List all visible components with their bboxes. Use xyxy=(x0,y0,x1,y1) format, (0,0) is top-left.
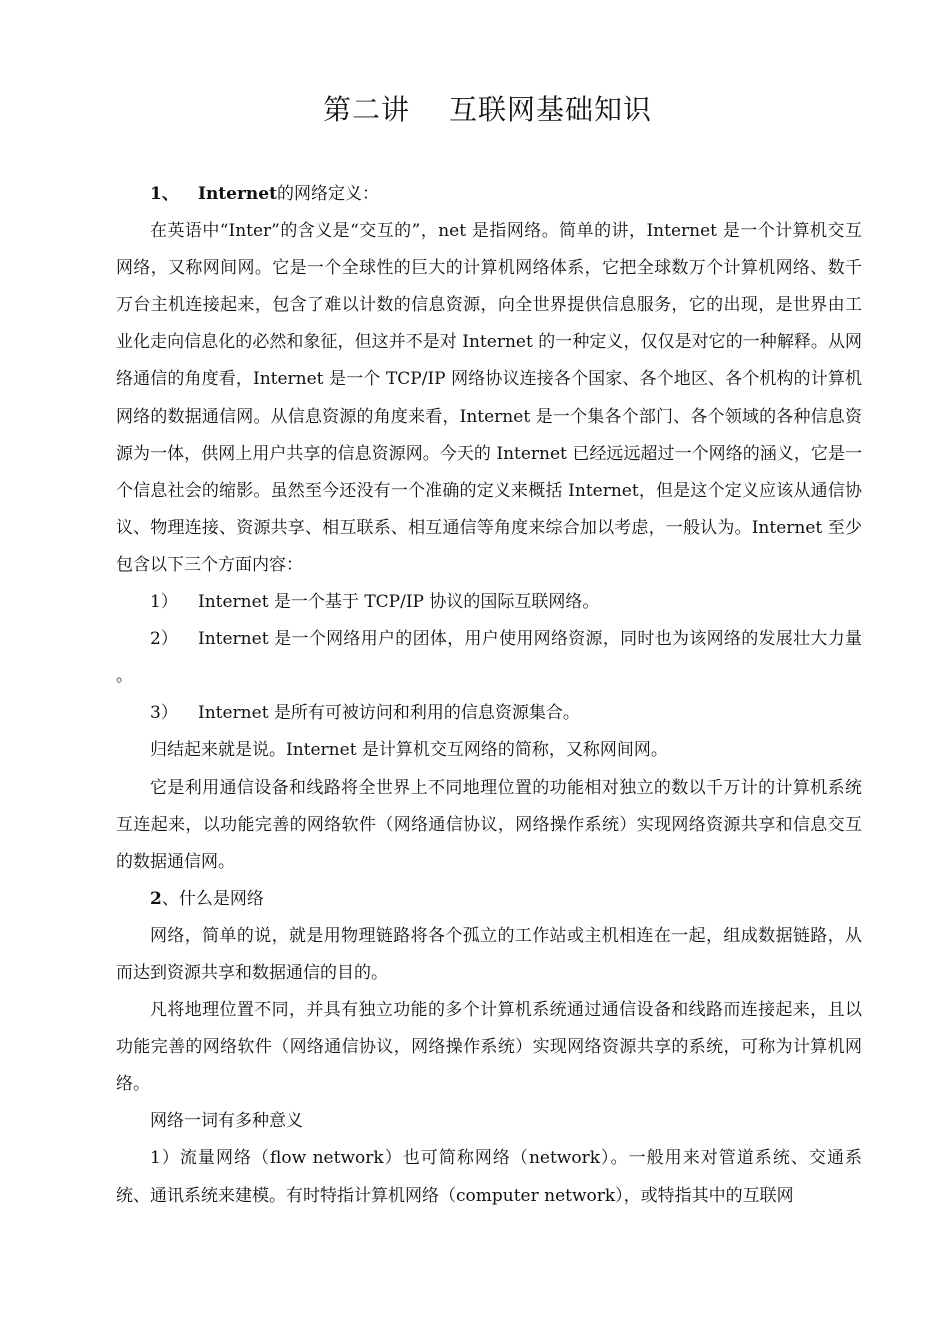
section-2-paragraph-1: 网络，简单的说，就是用物理链路将各个孤立的工作站或主机相连在一起，组成数据链路，从而达到资源共享和数据通信的目的。 xyxy=(116,925,862,983)
list-item-3-text: Internet 是所有可被访问和利用的信息资源集合。 xyxy=(198,703,580,724)
section-1-list-item-2 xyxy=(116,621,862,695)
section-2-paragraph-3: 网络一词有多种意义 xyxy=(150,1111,303,1132)
section-1-paragraph-definition: 在英语中“Inter”的含义是“交互的”，net 是指网络。简单的讲，Internet 是一个计算机交互网络，又称网间网。它是一个全球性的巨大的计算机网络体系，它把全球数万个计算机网络、数千万台主机连接起来，包含了难以计数的信息资源，向全世界提供信息服务，它的出现，是世界由工业化走向信息化的必然和象征，但这并不是对 Internet 的一种定义，仅仅是对它的一种解释。从网络通信的角度看，Internet 是一个 TCP/IP 网络协议连接各个国家、各个地区、各个机构的计算机网络的数据通信网。从信息资源的角度来看，Internet 是一个集各个部门、各个领域的各种信息资源为一体，供网上用户共享的信息资源网。今天的 Internet 已经远远超过一个网络的涵义，它是一个信息社会的缩影。虽然至今还没有一个准确的定义来概括 Internet，但是这个定义应该从通信协议、物理连接、资源共享、相互联系、相互通信等角度来综合加以考虑，一般认为。Internet 至少包含以下三个方面内容： xyxy=(116,221,862,575)
section-1-list-item-1 xyxy=(116,584,862,621)
list-item-2-number: 2） xyxy=(150,629,178,650)
section-1-list-item-3 xyxy=(116,695,862,732)
list-item-1-text: Internet 是一个基于 TCP/IP 协议的国际互联网络。 xyxy=(198,592,600,613)
section-2-paragraph-4: 1）流量网络（flow network）也可简称网络（network）。一般用来对管道系统、交通系统、通讯系统来建模。有时特指计算机网络（computer network），或特指其中的互联网 xyxy=(116,1148,862,1206)
section-2-heading xyxy=(116,881,862,918)
section-1-heading xyxy=(116,176,862,213)
document-title: 第二讲 互联网基础知识 xyxy=(323,93,652,126)
section-1-number: 1、 xyxy=(150,184,179,204)
document-body xyxy=(116,176,862,1215)
section-1-paragraph-explanation: 它是利用通信设备和线路将全世界上不同地理位置的功能相对独立的数以千万计的计算机系统互连起来，以功能完善的网络软件（网络通信协议，网络操作系统）实现网络资源共享和信息交互的数据通信网。 xyxy=(116,777,862,872)
list-item-3-number: 3） xyxy=(150,703,178,724)
section-1-heading-text: 的网络定义： xyxy=(276,184,379,204)
section-2-number: 2 xyxy=(150,888,162,909)
section-1-heading-bold: Internet xyxy=(198,184,277,204)
list-item-2-text: Internet 是一个网络用户的团体，用户使用网络资源，同时也为该网络的发展壮大力量 。 xyxy=(116,629,862,687)
list-item-1-number: 1） xyxy=(150,592,178,613)
section-2-heading-text: 、什么是网络 xyxy=(161,888,264,909)
section-2-paragraph-2: 凡将地理位置不同，并具有独立功能的多个计算机系统通过通信设备和线路而连接起来，且以功能完善的网络软件（网络通信协议，网络操作系统）实现网络资源共享的系统，可称为计算机网络。 xyxy=(116,1000,862,1095)
section-1-summary: 归结起来就是说。Internet 是计算机交互网络的简称，又称网间网。 xyxy=(150,740,668,761)
